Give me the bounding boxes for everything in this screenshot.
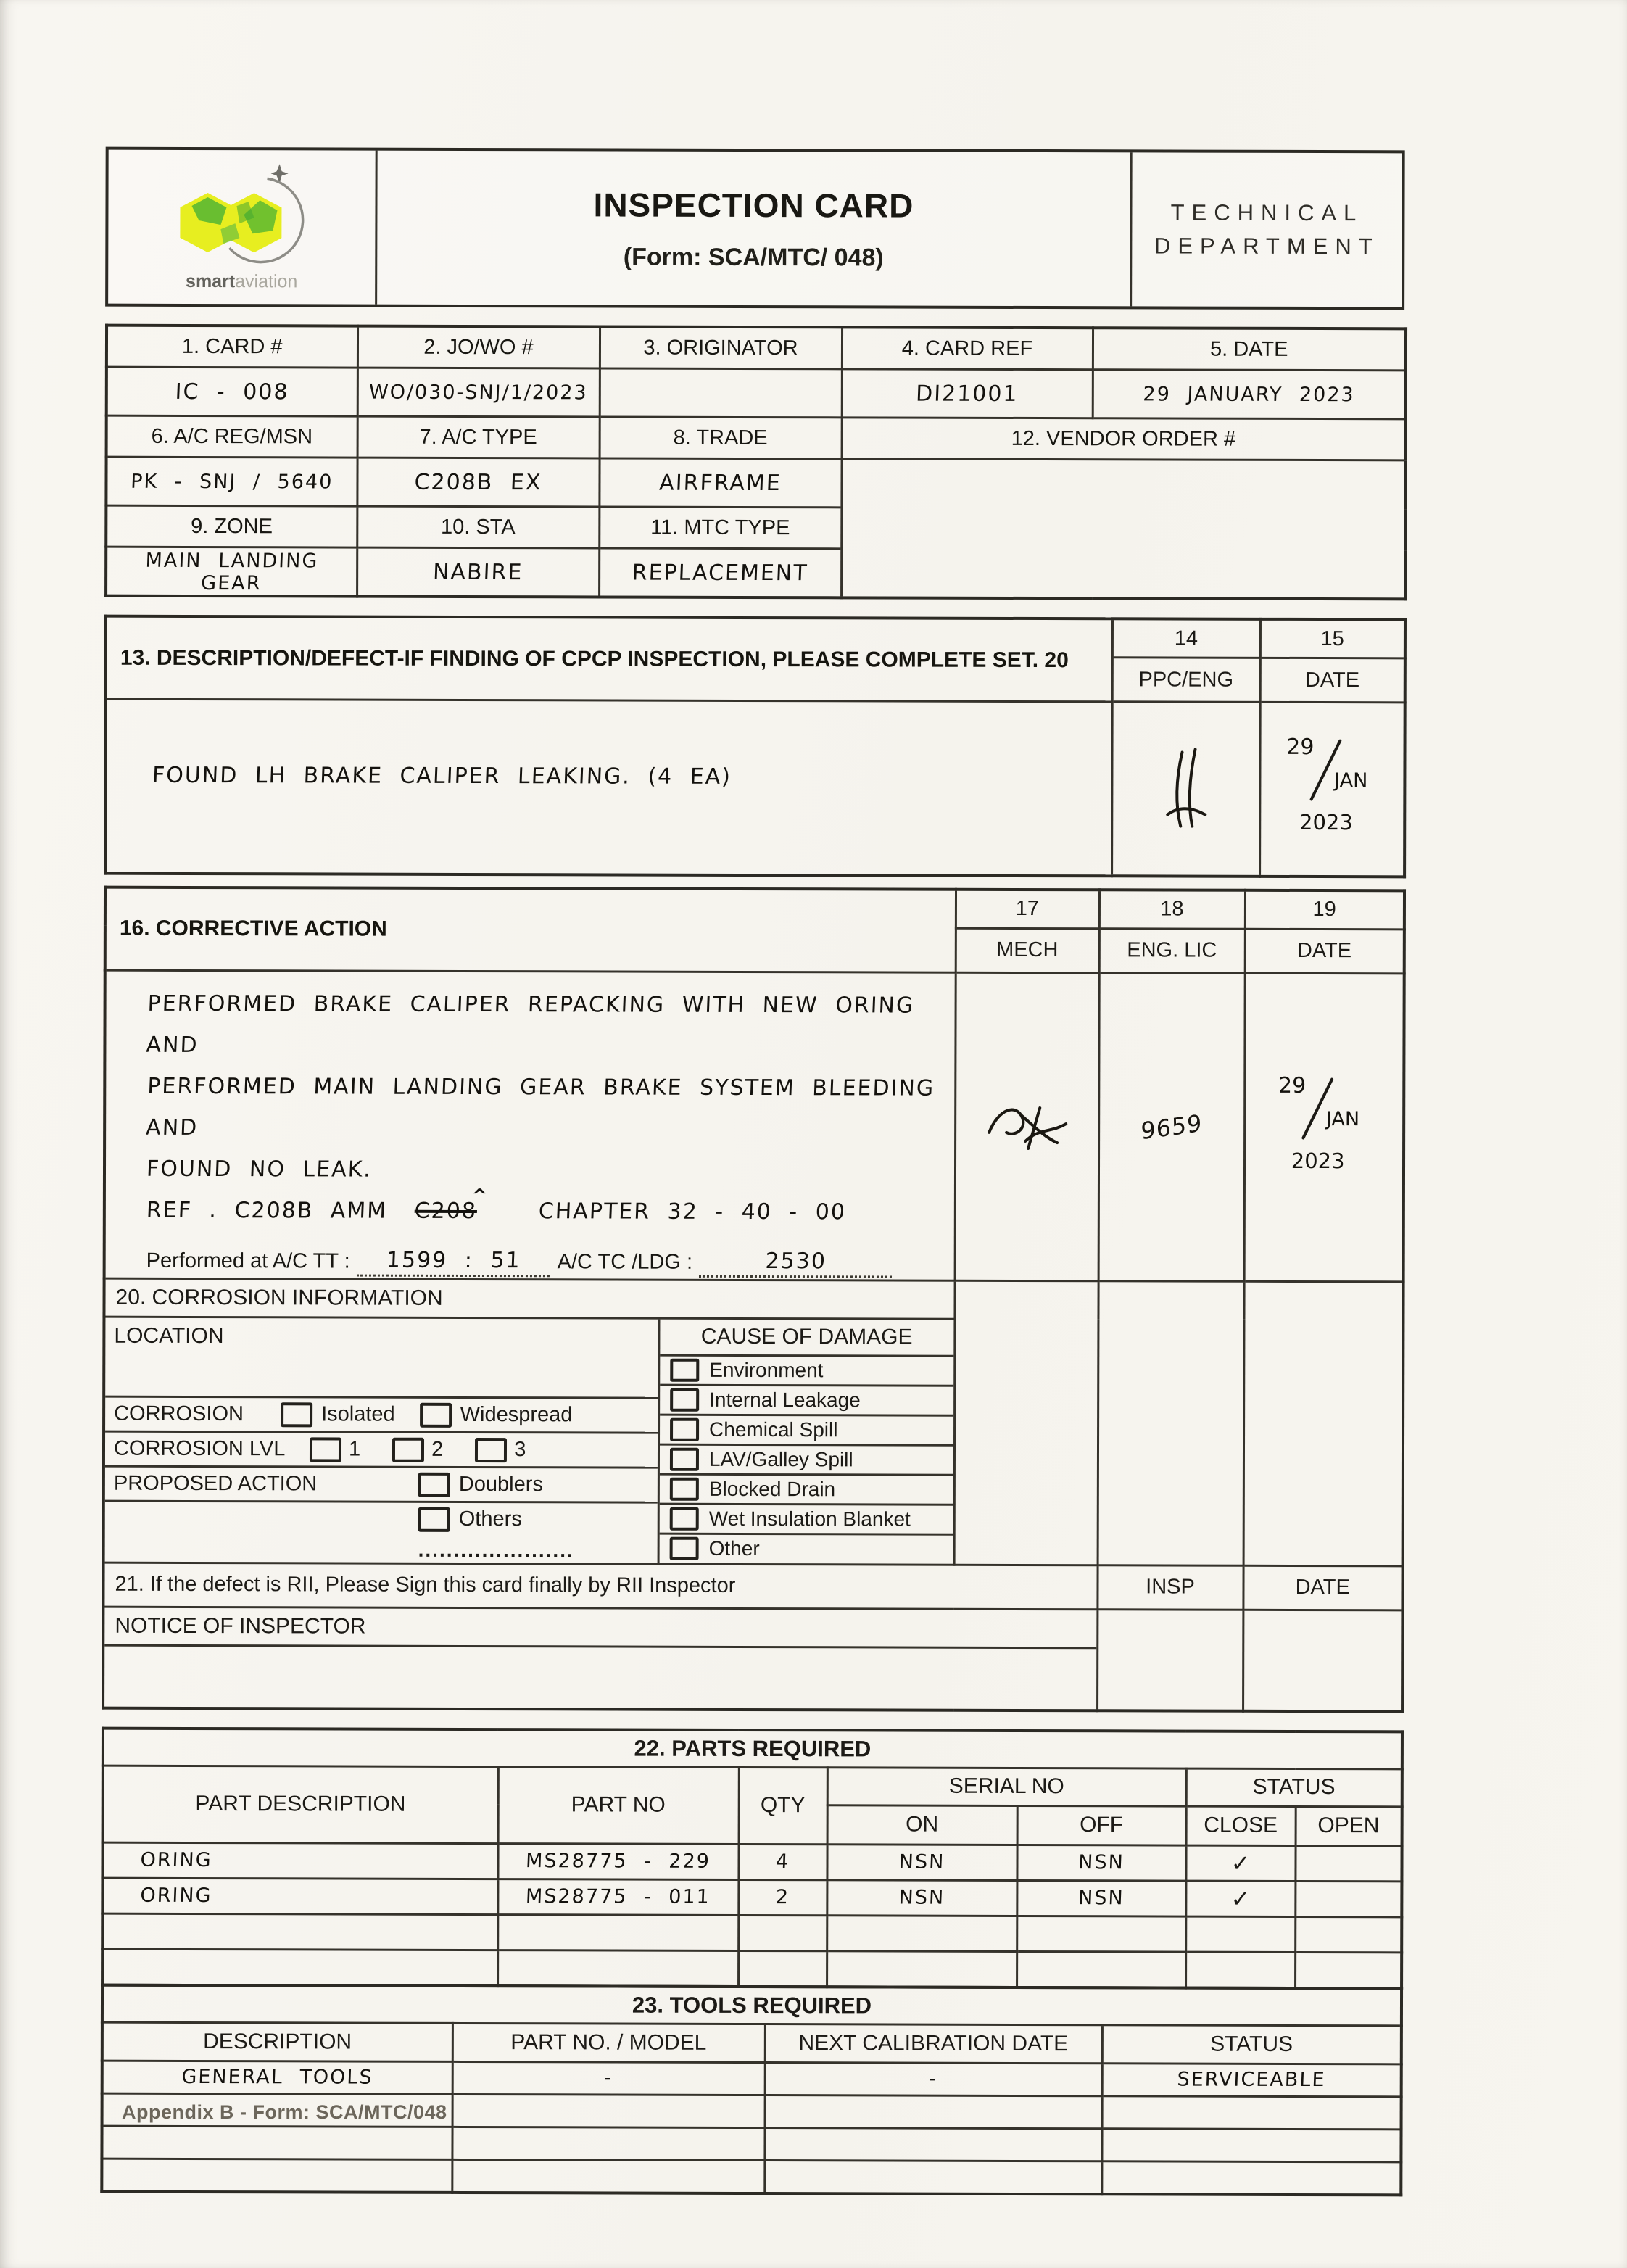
insp-signature-cell [1097, 1609, 1243, 1710]
cause-row [660, 1476, 953, 1506]
form-number: (Form: SCA/MTC/ 048) [623, 243, 884, 271]
doublers-label: Doublers [458, 1473, 543, 1497]
value-originator [599, 368, 843, 418]
date-month: JAN [1325, 1107, 1360, 1130]
parts-header-partno: PART NO [498, 1766, 739, 1844]
performed-line [146, 1243, 947, 1275]
part-no: MS28775 - 011 [497, 1879, 739, 1915]
label-jo-wo: 2. JO/WO # [357, 326, 600, 368]
value-mtc-type: REPLACEMENT [598, 548, 843, 597]
value-trade: AIRFRAME [598, 458, 843, 508]
date-day: 29 [1278, 1072, 1307, 1098]
date-day: 29 [1286, 734, 1315, 761]
isolated-label: Isolated [321, 1402, 395, 1426]
department-line2: DEPARTMENT [1154, 233, 1380, 260]
card-info-table [104, 324, 1407, 601]
parts-header-status: STATUS [1186, 1768, 1402, 1807]
vendor-order-cell [841, 418, 1406, 600]
cause-row [660, 1505, 953, 1536]
col17-label: MECH [956, 928, 1099, 973]
serial-off: NSN [1016, 1880, 1186, 1916]
others-label: Others [458, 1507, 522, 1531]
corrosion-row [105, 1398, 658, 1434]
defect-description-table [104, 615, 1407, 878]
defect-finding-text: FOUND LH BRAKE CALIPER LEAKING. (4 EA) [152, 762, 732, 790]
col15-number: 15 [1260, 619, 1405, 658]
performed-label: Performed at A/C TT : [146, 1249, 350, 1273]
label-ac-reg: 6. A/C REG/MSN [107, 415, 357, 458]
section16-heading: 16. CORRECTIVE ACTION [105, 887, 956, 972]
cause-label: Other [708, 1537, 760, 1560]
value-sta: NABIRE [356, 547, 600, 597]
tools-header-model: PART NO. / MODEL [452, 2023, 765, 2062]
reference-post: CHAPTER 32 - 40 - 00 [538, 1198, 847, 1225]
col19-label: DATE [1245, 929, 1404, 974]
tool-desc: GENERAL TOOLS [102, 2061, 453, 2094]
section13-heading: 13. DESCRIPTION/DEFECT-IF FINDING OF CPCP INSPECTION, PLEASE COMPLETE SET. 20 [106, 616, 1112, 702]
serial-on: NSN [826, 1879, 1017, 1916]
col15-label: DATE [1260, 658, 1405, 703]
part-qty: 2 [737, 1879, 827, 1915]
section20-heading: 20. CORROSION INFORMATION [104, 1278, 954, 1319]
parts-header-on: ON [827, 1805, 1017, 1845]
tools-row-empty [102, 2126, 1401, 2162]
proposed-action-row [105, 1468, 658, 1504]
serial-off: NSN [1017, 1845, 1187, 1881]
label-trade: 8. TRADE [600, 417, 842, 459]
tools-header-calib: NEXT CALIBRATION DATE [765, 2024, 1102, 2063]
checkbox-chemical-spill[interactable] [670, 1418, 699, 1441]
checkbox-widespread[interactable] [420, 1402, 452, 1427]
empty-strip-date [1243, 1281, 1404, 1566]
tools-header-desc: DESCRIPTION [102, 2022, 452, 2061]
checkmark-icon: ✓ [1185, 1881, 1295, 1916]
date-year: 2023 [1291, 1148, 1345, 1173]
defect-finding-cell [105, 699, 1112, 876]
eng-lic-cell [1098, 972, 1245, 1281]
value-zone: MAIN LANDING GEAR [105, 547, 358, 596]
cause-of-damage-column [658, 1319, 953, 1563]
mech-signature-cell [955, 972, 1099, 1281]
part-no: MS28775 - 229 [497, 1843, 740, 1879]
label-ac-type: 7. A/C TYPE [357, 416, 600, 458]
signature-scribble-icon [983, 1097, 1070, 1155]
notice-of-inspector-label: NOTICE OF INSPECTOR [104, 1607, 1096, 1649]
tools-required-table [100, 1983, 1403, 2196]
parts-header-off: OFF [1017, 1805, 1186, 1845]
label-mtc-type: 11. MTC TYPE [599, 507, 841, 549]
form-title-block [377, 151, 1133, 307]
others-dotted-line: ...................... [418, 1539, 574, 1562]
value-jo-wo: WO/030-SNJ/1/2023 [357, 368, 601, 417]
col14-number: 14 [1112, 618, 1260, 658]
logo-word-bold: smart [186, 270, 236, 291]
cause-label: Chemical Spill [709, 1418, 838, 1441]
status-open [1295, 1881, 1402, 1916]
value-card-no: IC - 008 [106, 367, 359, 416]
lvl1-label: 1 [348, 1437, 361, 1461]
cause-label: Environment [709, 1358, 824, 1381]
checkbox-doublers[interactable] [418, 1472, 450, 1497]
parts-header-desc: PART DESCRIPTION [103, 1766, 498, 1843]
corrosion-left-column [105, 1317, 658, 1563]
corrosion-lvl-label: CORROSION LVL [113, 1436, 286, 1461]
col19-number: 19 [1245, 890, 1404, 929]
section16-date-cell [1244, 973, 1404, 1282]
corrective-action-cell [104, 970, 956, 1280]
ppc-eng-signature-cell [1111, 702, 1260, 877]
tool-calib: - [764, 2062, 1103, 2095]
action-line1: PERFORMED BRAKE CALIPER REPACKING WITH NEW ORING AND [145, 990, 915, 1058]
part-desc: ORING [102, 1878, 498, 1914]
handwritten-date [1270, 1072, 1378, 1181]
tool-model: - [452, 2061, 766, 2095]
label-zone: 9. ZONE [106, 505, 357, 547]
department-block [1132, 152, 1402, 307]
part-qty: 4 [738, 1844, 828, 1879]
label-card-no: 1. CARD # [107, 326, 357, 368]
tools-row-empty [102, 2159, 1401, 2195]
form-title: INSPECTION CARD [593, 185, 914, 225]
value-ac-type: C208B EX [356, 458, 600, 507]
location-label: LOCATION [105, 1317, 658, 1399]
col18-label: ENG. LIC [1099, 928, 1245, 973]
checkmark-icon: ✓ [1185, 1845, 1295, 1881]
col14-label: PPC/ENG [1112, 658, 1260, 703]
value-card-ref: DI21001 [841, 369, 1094, 418]
rii-date-label: DATE [1243, 1565, 1402, 1610]
cause-label: Blocked Drain [708, 1477, 836, 1501]
cause-row [660, 1386, 953, 1416]
checkbox-lvl3[interactable] [475, 1438, 507, 1462]
lvl2-label: 2 [431, 1437, 444, 1461]
value-ac-reg: PK - SNJ / 5640 [105, 457, 358, 506]
tool-status: SERVICEABLE [1101, 2063, 1402, 2096]
department-line1: TECHNICAL [1170, 199, 1364, 226]
section13-date-cell [1259, 702, 1405, 877]
parts-row-empty [102, 1949, 1402, 1988]
reference-pre: REF . C208B AMM [146, 1197, 388, 1224]
eng-lic-number: 9659 [1140, 1109, 1203, 1145]
parts-required-table [101, 1726, 1404, 1990]
parts-row [102, 1842, 1402, 1882]
cause-row [660, 1446, 953, 1476]
footer-form-reference: Appendix B - Form: SCA/MTC/048 [122, 2101, 447, 2123]
cause-label: LAV/Galley Spill [708, 1447, 853, 1471]
cause-row [660, 1415, 953, 1446]
checkbox-wet-insulation-blanket[interactable] [670, 1507, 699, 1531]
signature-scribble-icon [1160, 745, 1211, 832]
mech-signature [956, 1097, 1098, 1156]
label-sta: 10. STA [357, 506, 599, 548]
checkbox-isolated[interactable] [281, 1402, 312, 1427]
date-month: JAN [1334, 769, 1368, 792]
parts-title: 22. PARTS REQUIRED [103, 1728, 1402, 1768]
section21-text: 21. If the defect is RII, Please Sign this card finally by RII Inspector [103, 1563, 1097, 1610]
corrosion-lvl-row [105, 1433, 658, 1469]
insp-label: INSP [1097, 1565, 1243, 1610]
empty-strip-englic [1098, 1280, 1244, 1565]
part-desc: ORING [102, 1842, 499, 1879]
handwritten-date [1278, 734, 1386, 843]
ac-ldg-value: 2530 [699, 1248, 893, 1278]
ldg-label: A/C TC /LDG : [557, 1249, 693, 1274]
corrosion-layout [105, 1317, 953, 1563]
date-year: 2023 [1299, 810, 1353, 835]
checkbox-lav-galley-spill[interactable] [670, 1448, 699, 1471]
checkbox-blocked-drain[interactable] [670, 1478, 699, 1501]
serial-on: NSN [827, 1844, 1018, 1880]
widespread-label: Widespread [460, 1403, 573, 1427]
checkbox-environment[interactable] [670, 1358, 699, 1381]
status-open [1295, 1845, 1402, 1881]
checkbox-lvl1[interactable] [310, 1437, 341, 1462]
parts-row [102, 1878, 1402, 1917]
insertion-caret: ^ [471, 1185, 489, 1207]
cause-row [660, 1356, 953, 1386]
checkbox-others[interactable] [418, 1507, 450, 1531]
label-date: 5. DATE [1093, 328, 1406, 371]
struck-text: C208 [414, 1198, 478, 1224]
parts-header-qty: QTY [739, 1767, 827, 1844]
parts-header-close: CLOSE [1186, 1806, 1296, 1845]
tools-title: 23. TOOLS REQUIRED [102, 1984, 1402, 2025]
rii-date-cell [1243, 1610, 1402, 1711]
tools-row [102, 2061, 1402, 2097]
smartaviation-logo-graphic [151, 162, 332, 270]
label-originator: 3. ORIGINATOR [600, 326, 842, 368]
logo-wordmark [186, 270, 297, 291]
form-header [105, 147, 1405, 310]
parts-header-open: OPEN [1296, 1806, 1402, 1845]
lvl3-label: 3 [514, 1438, 526, 1462]
corrosion-label: CORROSION [114, 1402, 244, 1426]
inspection-card-form [100, 147, 1404, 2196]
cause-row [660, 1535, 953, 1563]
checkbox-other[interactable] [670, 1537, 699, 1560]
parts-header-serial: SERIAL NO [827, 1767, 1186, 1805]
logo-word-light: aviation [235, 270, 298, 291]
proposed-action-label: PROPOSED ACTION [113, 1471, 318, 1496]
corrosion-info-cell [104, 1317, 955, 1565]
label-card-ref: 4. CARD REF [842, 327, 1093, 369]
corrective-action-table [102, 885, 1406, 1713]
reference-line [146, 1185, 948, 1234]
company-logo [108, 150, 378, 305]
col17-number: 17 [956, 889, 1099, 928]
checkbox-lvl2[interactable] [392, 1437, 424, 1462]
others-row [105, 1502, 658, 1536]
action-line2: PERFORMED MAIN LANDING GEAR BRAKE SYSTEM BLEEDING AND [145, 1073, 935, 1141]
tools-header-status: STATUS [1102, 2024, 1402, 2064]
parts-row-empty [102, 1913, 1402, 1953]
cause-of-damage-header: CAUSE OF DAMAGE [660, 1319, 953, 1357]
tools-header-row [102, 2022, 1402, 2064]
value-date: 29 JANUARY 2023 [1092, 370, 1407, 419]
col18-number: 18 [1099, 890, 1245, 929]
ac-tt-value: 1599 : 51 [357, 1247, 551, 1277]
cause-label: Wet Insulation Blanket [708, 1507, 911, 1531]
cause-label: Internal Leakage [709, 1388, 861, 1412]
action-line3: FOUND NO LEAK. [146, 1156, 373, 1183]
label-vendor-order: 12. VENDOR ORDER # [843, 418, 1404, 461]
ppc-eng-signature [1113, 745, 1259, 833]
notice-of-inspector-cell [103, 1607, 1097, 1710]
empty-strip-mech [954, 1280, 1098, 1565]
checkbox-internal-leakage[interactable] [670, 1388, 699, 1411]
